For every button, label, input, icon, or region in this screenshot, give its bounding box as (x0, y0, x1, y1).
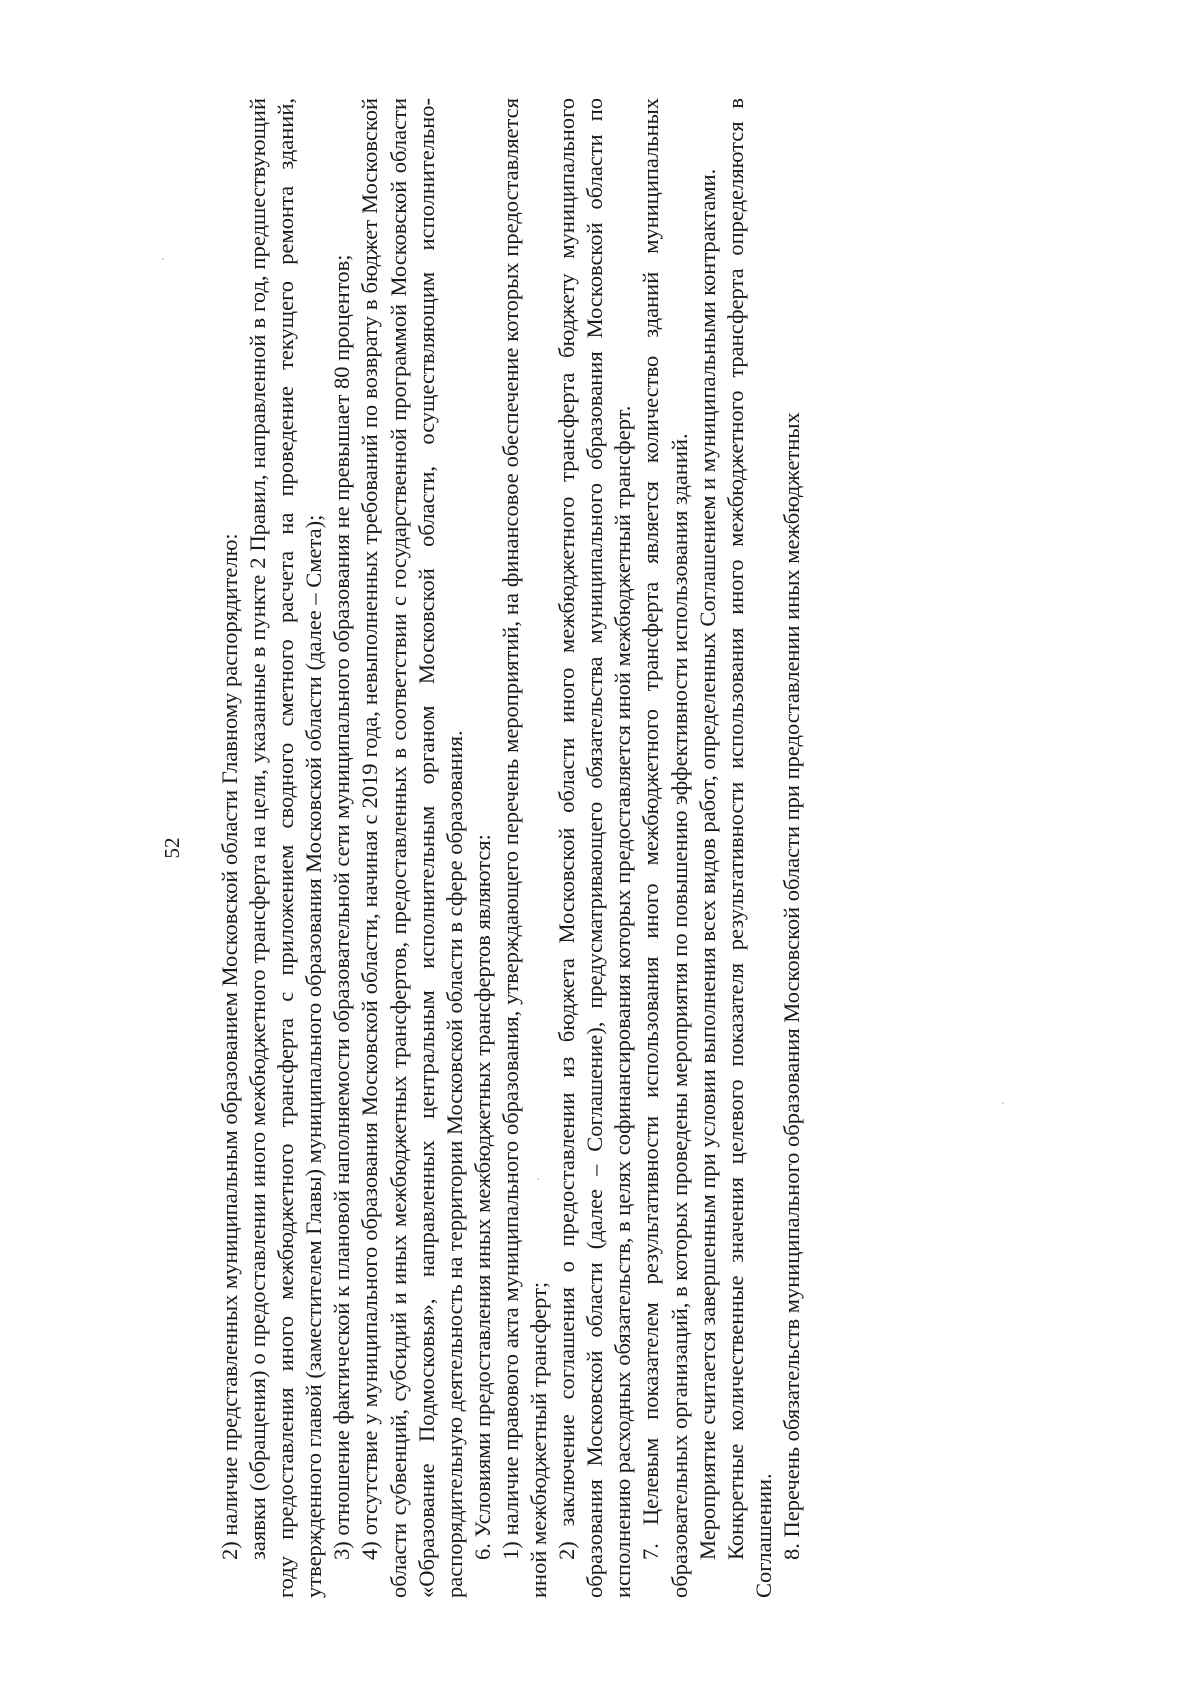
paragraph-completion: Мероприятие считается завершенным при условии выполнения всех видов работ, определенных Соглашением и муниципальными контрактами. (694, 168, 720, 1560)
scan-speck (1002, 1102, 1004, 1104)
scan-speck (162, 258, 164, 260)
paragraph-application: заявки (обращения) о предоставлении иного межбюджетного трансферта на цели, указанные в пункте 2 Правил, направленной в год, предшествующий году предоставления иного межбюджетного трансферта с приложением сводного сметного расчета на проведение текущего ремонта зданий, утвержденного главой (заместителем Главы) муниципального образования Московской области (далее – Смета); (245, 98, 327, 1598)
paragraph-8-obligations: 8. Перечень обязательств муниципального образования Московской области при предоставлении иных межбюджетных (778, 412, 804, 1560)
rotated-page (160, 98, 1040, 1598)
paragraph-2-intro: 2) наличие представленных муниципальным образованием Московской области Главному распорядителю: (217, 533, 242, 1560)
page-number: 52 (160, 837, 184, 859)
paragraph-6-conditions: 6. Условиями предоставления иных межбюджетных трансфертов являются: (469, 834, 495, 1560)
paragraph-6-2: 2) заключение соглашения о предоставлении из бюджета Московской области иного межбюджетного трансферта бюджету муниципального образования Московской области (далее – Соглашение), предусматривающего обязательства муниципального образования Московской области по исполнению расходных обязательств, в целях софинансирования которых предоставляется иной межбюджетный трансферт. (554, 98, 636, 1598)
paragraph-6-1: 1) наличие правового акта муниципального образования, утверждающего перечень мероприятий, на финансовое обеспечение которых предоставляется иной межбюджетный трансферт; (497, 98, 552, 1598)
paragraph-values: Конкретные количественные значения целевого показателя результативности использования иного межбюджетного трансферта определяются в Соглашении. (722, 98, 776, 1598)
document-body (216, 98, 806, 1598)
paragraph-4-absence: 4) отсутствие у муниципального образования Московской области, начиная с 2019 года, невыполненных требований по возврату в бюджет Московской области субвенций, субсидий и иных межбюджетных трансфертов, предоставленных в соответствии с государственной программой Московской области «Образование Подмосковья», направленных центральным исполнительным органом Московской области, осуществляющим исполнительно-распорядительную деятельность на территории Московской области в сфере образования. (357, 98, 467, 1598)
scan-speck (537, 1178, 539, 1180)
paragraph-3-ratio: 3) отношение фактической к плановой наполняемости образовательной сети муниципального образования не превышает 80 процентов; (329, 254, 355, 1560)
paragraph-7-target: 7. Целевым показателем результативности использования иного межбюджетного трансферта является количество зданий муниципальных образовательных организаций, в которых проведены мероприятия по повышению эффективности использования зданий. (638, 98, 692, 1598)
